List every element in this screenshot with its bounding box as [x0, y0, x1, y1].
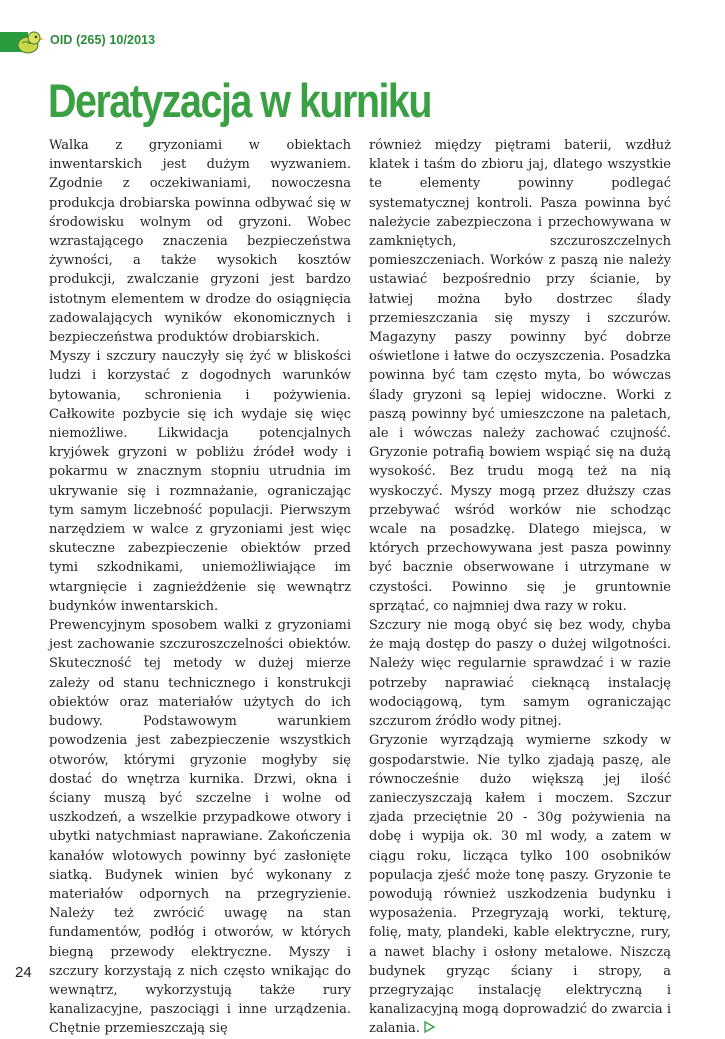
- paragraph: Prewencyjnym sposobem walki z gryzoniami jest zachowanie szczuroszczelności obiektów. Skuteczność tej metody w dużej mierze zależy od stanu technicznego i konstrukcji obiektów oraz materiałów użytych do ich budowy. Podstawowym warunkiem powodzenia jest zabezpieczenie wszystkich otworów, którymi gryzonie mogłyby się dostać do wnętrza kurnika. Drzwi, okna i ściany muszą być szczelne i wolne od uszkodzeń, a wszelkie przypadkowe otwory i ubytki natychmiast naprawiane. Zakończenia kanałów wlotowych powinny być zasłonięte siatką. Budynek winien być wykonany z materiałów odpornych na przegryzienie. Należy też zwrócić uwagę na stan fundamentów, podłóg i otworów, w których biegną przewody elektryczne. Myszy i szczury korzystają z nich często wnikając do wewnątrz, wykorzystują także rury kanalizacyjne, paszociągi i inne urządzenia. Chętnie przemieszczają się: [49, 618, 351, 1037]
- chick-logo-icon: [14, 28, 46, 56]
- article-title: Deratyzacja w kurniku: [48, 74, 431, 127]
- page-number: 24: [15, 964, 32, 981]
- issue-label: OID (265) 10/2013: [50, 33, 156, 47]
- paragraph-text: Gryzonie wyrządzają wymierne szkody w gospodarstwie. Nie tylko zjadają paszę, ale równocześnie dużo większą jej ilość zanieczyszczają kałem i moczem. Szczur zjada przeciętnie 20 - 30g pożywienia na dobę i wypija ok. 30 ml wody, a zatem w ciągu roku, licząca tylko 100 osobników populacja zjeść może tonę paszy. Gryzonie te powodują również uszkodzenia budynku i wyposażenia. Przegryzają worki, tekturę, folię, maty, plandeki, kable elektryczne, rury, a nawet blachy i osłony metalowe. Niszczą budynek gryząc ściany i stropy, a przegryzając instalację elektryczną i kanalizacyjną mogą doprowadzić do zwarcia i zalania.: [369, 733, 671, 1037]
- paragraph: również między piętrami baterii, wzdłuż klatek i taśm do zbioru jaj, dlatego wszystkie te elementy powinny podlegać systematycznej kontroli. Pasza powinna być należycie zabezpieczona i przechowywana w zamkniętych, szczuroszczelnych pomieszczeniach. Worków z paszą nie należy ustawiać bezpośrednio przy ścianie, by łatwiej można było dostrzec ślady przemieszczania się myszy i szczurów. Magazyny paszy powinny być dobrze oświetlone i łatwe do oczyszczenia. Posadzka powinna być tam często myta, bo wówczas ślady gryzoni są lepiej widoczne. Worki z paszą powinny być umieszczone na paletach, ale i wówczas należy zachować czujność. Gryzonie potrafią bowiem wspiąć się na dużą wysokość. Bez trudu mogą też na nią wyskoczyć. Myszy mogą przez dłuższy czas przebywać wśród worków nie schodząc wcale na posadzkę. Dlatego miejsca, w których przechowywana jest pasza powinny być bacznie obserwowane i utrzymane w czystości. Powinno się je gruntownie sprzątać, co najmniej dwa razy w roku.: [369, 138, 671, 614]
- article-column-right: [369, 136, 671, 1039]
- paragraph: Myszy i szczury nauczyły się żyć w bliskości ludzi i korzystać z dogodnych warunków bytowania, schronienia i pożywienia. Całkowite pozbycie się ich wydaje się więc niemożliwe. Likwidacja potencjalnych kryjówek gryzoni w pobliżu źródeł wody i pokarmu w znacznym stopniu utrudnia im ukrywanie się i rozmnażanie, ograniczając tym samym liczebność populacji. Pierwszym narzędziem w walce z gryzoniami jest więc skuteczne zabezpieczenie obiektów przed tymi szkodnikami, uniemożliwiające im wtargnięcie i zagnieżdżenie się wewnątrz budynków inwentarskich.: [49, 349, 351, 614]
- article-column-left: [49, 136, 351, 1039]
- paragraph: Walka z gryzoniami w obiektach inwentarskich jest dużym wyzwaniem. Zgodnie z oczekiwaniami, nowoczesna produkcja drobiarska powinna odbywać się w środowisku wolnym od gryzoni. Wobec wzrastającego znaczenia bezpieczeństwa żywności, a także wysokich kosztów produkcji, zwalczanie gryzoni jest bardzo istotnym elementem w drodze do osiągnięcia zadowalających wyników ekonomicznych i bezpieczeństwa produktów drobiarskich.: [49, 138, 351, 346]
- paragraph-last: [369, 731, 671, 1038]
- page-header: [0, 28, 725, 56]
- paragraph: Szczury nie mogą obyć się bez wody, chyba że mają dostęp do paszy o dużej wilgotności. Należy więc regularnie sprawdzać i w razie potrzeby naprawiać cieknącą instalację wodociągową, tym samym ograniczając szczurom źródło wody pitnej.: [369, 618, 671, 730]
- continue-arrow-icon: [424, 1021, 435, 1033]
